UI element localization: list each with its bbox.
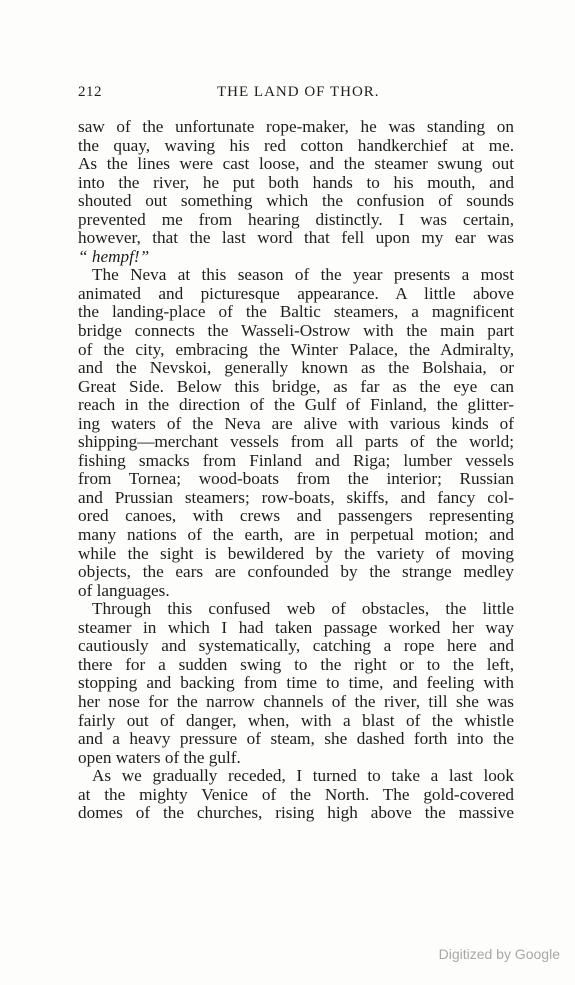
text-line: prevented me from hearing distinctly. I was certain, <box>78 209 514 229</box>
text-line: domes of the churches, rising high above the massive <box>78 803 514 823</box>
text-line: As the lines were cast loose, and the steamer swung out <box>78 154 514 174</box>
text-line: the landing-place of the Baltic steamers, a magnificent <box>78 302 514 322</box>
paragraph-start-line: The Neva at this season of the year presents a most <box>92 265 514 285</box>
text-line: of languages. <box>78 580 170 600</box>
paragraph-start-line: As we gradually receded, I turned to take a last look <box>92 766 514 786</box>
text-line: Great Side. Below this bridge, as far as the eye can <box>78 376 514 396</box>
text-line: open waters of the gulf. <box>78 747 241 767</box>
text-line: of the city, embracing the Winter Palace, the Admiralty, <box>78 339 514 359</box>
paragraph-start-line: Through this confused web of obstacles, the little <box>92 599 514 619</box>
text-line: there for a sudden swing to the right or to the left, <box>78 654 514 674</box>
text-line: ing waters of the Neva are alive with various kinds of <box>78 413 514 433</box>
text-line: while the sight is bewildered by the variety of moving <box>78 543 514 563</box>
text-line: saw of the unfortunate rope-maker, he was standing on <box>78 117 514 136</box>
running-title: THE LAND OF THOR. <box>217 84 380 100</box>
text-line: steamer in which I had taken passage worked her way <box>78 617 514 637</box>
text-line: and the Nevskoi, generally known as the Bolshaia, or <box>78 358 514 378</box>
text-line: animated and picturesque appearance. A little above <box>78 283 514 303</box>
text-line: bridge connects the Wasseli-Ostrow with the main part <box>78 321 514 341</box>
text-line: her nose for the narrow channels of the river, till she was <box>78 691 514 711</box>
text-line: reach in the direction of the Gulf of Finland, the glitter- <box>78 395 514 415</box>
page-number: 212 <box>78 84 102 100</box>
text-line: many nations of the earth, are in perpetual motion; and <box>78 525 514 545</box>
text-line: shipping—merchant vessels from all parts of the world; <box>78 432 514 452</box>
text-line: into the river, he put both hands to his mouth, and <box>78 172 514 192</box>
text-line: however, that the last word that fell upon my ear was <box>78 228 514 248</box>
text-line: from Tornea; wood-boats from the interior; Russian <box>78 469 514 489</box>
digitization-watermark: Digitized by Google <box>438 946 560 962</box>
text-line: and Prussian steamers; row-boats, skiffs, and fancy col- <box>78 487 514 507</box>
text-line: fishing smacks from Finland and Riga; lumber vessels <box>78 450 514 470</box>
text-line: objects, the ears are confounded by the strange medley <box>78 562 514 582</box>
text-line: at the mighty Venice of the North. The gold-covered <box>78 784 514 804</box>
text-line: cautiously and systematically, catching a rope here and <box>78 636 514 656</box>
text-line: and a heavy pressure of steam, she dashed forth into the <box>78 729 514 749</box>
text-line: stopping and backing from time to time, and feeling with <box>78 673 514 693</box>
text-line: “ hempf!” <box>78 246 150 266</box>
text-line: ored canoes, with crews and passengers representing <box>78 506 514 526</box>
text-line: the quay, waving his red cotton handkerchief at me. <box>78 135 514 155</box>
text-line: shouted out something which the confusion of sounds <box>78 191 514 211</box>
body-text <box>78 118 514 823</box>
page-header <box>78 84 518 106</box>
text-line: fairly out of danger, when, with a blast of the whistle <box>78 710 514 730</box>
